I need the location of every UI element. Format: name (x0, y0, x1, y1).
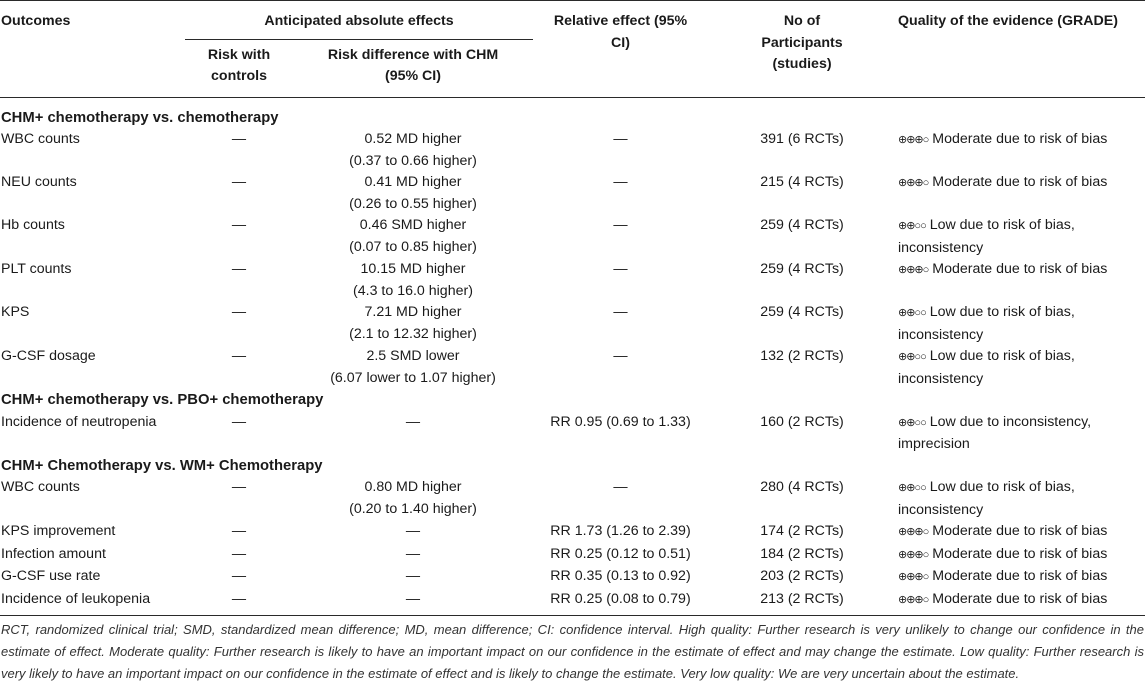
grade-certainty-icon: ⊕⊕⊕○ (898, 134, 929, 146)
table-row (0, 589, 1145, 616)
risk-difference-estimate: 7.21 MD higher (364, 304, 462, 320)
relative-effect-cell: — (613, 261, 628, 277)
relative-effect-cell: — (613, 131, 628, 147)
outcome-cell: PLT counts (1, 261, 72, 277)
participants-cell: 215 (4 RCTs) (760, 174, 844, 190)
quality-cell (896, 129, 1145, 172)
participants-cell: 160 (2 RCTs) (760, 413, 844, 430)
quality-rating-continued: inconsistency (898, 239, 984, 256)
grade-certainty-icon: ⊕⊕⊕○ (898, 593, 929, 606)
risk-controls-cell: — (231, 304, 247, 320)
quality-rating-continued: inconsistency (898, 501, 984, 518)
relative-effect-cell: RR 0.95 (0.69 to 1.33) (550, 413, 691, 430)
table-row (0, 302, 1145, 346)
table-row (0, 215, 1145, 259)
risk-difference-cell (293, 589, 533, 616)
grade-certainty-icon: ⊕⊕○○ (898, 220, 926, 232)
risk-difference-estimate: 0.46 SMD higher (359, 217, 467, 233)
quality-rating-continued: inconsistency (898, 326, 984, 343)
relative-effect-cell: RR 0.25 (0.08 to 0.79) (550, 590, 691, 607)
header-risk-difference: Risk difference with CHM (95% CI) (327, 46, 499, 84)
quality-cell (896, 346, 1145, 390)
quality-line (898, 172, 1145, 195)
risk-controls-cell: — (231, 413, 247, 430)
quality-line (898, 259, 1145, 282)
risk-difference-estimate: 0.52 MD higher (364, 131, 462, 147)
table-row (0, 259, 1145, 302)
quality-line (898, 566, 1145, 589)
risk-difference-cell (293, 477, 533, 521)
quality-line (898, 302, 1145, 325)
section-title: CHM+ chemotherapy vs. PBO+ chemotherapy (1, 392, 324, 408)
quality-cell (896, 215, 1145, 259)
quality-line (898, 521, 1145, 544)
section-header-row (0, 390, 1145, 412)
relative-effect-cell: RR 0.25 (0.12 to 0.51) (550, 545, 691, 562)
outcome-cell: WBC counts (1, 131, 80, 147)
risk-difference-ci: (0.37 to 0.66 higher) (349, 152, 477, 169)
risk-controls-cell: — (231, 348, 247, 364)
table-body (0, 97, 1145, 616)
relative-effect-cell: — (613, 304, 628, 320)
quality-cell (896, 302, 1145, 346)
risk-difference-ci: (4.3 to 16.0 higher) (353, 282, 473, 299)
risk-controls-cell: — (231, 590, 247, 607)
header-outcomes: Outcomes (1, 13, 71, 29)
participants-cell: 280 (4 RCTs) (760, 479, 844, 495)
table-row (0, 129, 1145, 172)
section-title: CHM+ Chemotherapy vs. WM+ Chemotherapy (1, 457, 323, 474)
quality-cell (896, 259, 1145, 302)
quality-cell (896, 412, 1145, 456)
outcome-cell: Incidence of neutropenia (1, 413, 157, 430)
grade-certainty-icon: ⊕⊕⊕○ (898, 548, 929, 561)
outcome-cell: Infection amount (1, 545, 106, 562)
risk-controls-cell: — (231, 523, 247, 539)
participants-cell: 184 (2 RCTs) (760, 545, 844, 562)
risk-controls-cell: — (231, 217, 247, 233)
risk-controls-cell: — (231, 545, 247, 562)
quality-rating: Moderate due to risk of bias (932, 590, 1108, 607)
quality-line (898, 346, 1145, 369)
risk-difference-estimate: — (405, 568, 421, 584)
grade-certainty-icon: ⊕⊕⊕○ (898, 177, 929, 189)
risk-controls-cell: — (231, 568, 247, 584)
relative-effect-cell: RR 0.35 (0.13 to 0.92) (550, 568, 691, 584)
grade-certainty-icon: ⊕⊕○○ (898, 307, 926, 319)
quality-line (898, 215, 1145, 238)
quality-line (898, 589, 1145, 612)
relative-effect-cell: RR 1.73 (1.26 to 2.39) (550, 523, 691, 539)
quality-rating: Moderate due to risk of bias (932, 261, 1108, 277)
section-header-row (0, 456, 1145, 478)
grade-certainty-icon: ⊕⊕○○ (898, 351, 926, 363)
quality-line (898, 129, 1145, 152)
risk-controls-cell: — (231, 131, 247, 147)
risk-difference-ci: (6.07 lower to 1.07 higher) (330, 369, 496, 386)
quality-cell (896, 589, 1145, 616)
quality-rating: Moderate due to risk of bias (932, 545, 1108, 562)
quality-line (898, 477, 1145, 500)
quality-rating: Moderate due to risk of bias (932, 523, 1108, 539)
quality-cell (896, 477, 1145, 521)
quality-rating: Moderate due to risk of bias (932, 174, 1108, 190)
risk-difference-cell (293, 172, 533, 215)
outcome-cell: NEU counts (1, 174, 77, 190)
risk-difference-ci: (0.07 to 0.85 higher) (349, 238, 477, 255)
header-quality: Quality of the evidence (GRADE) (898, 13, 1118, 29)
quality-rating: Low due to risk of bias, (929, 348, 1075, 364)
outcome-cell: KPS improvement (1, 523, 116, 539)
risk-difference-estimate: — (405, 590, 421, 607)
quality-cell (896, 172, 1145, 215)
header-row (0, 1, 1145, 40)
quality-rating: Moderate due to risk of bias (932, 131, 1108, 147)
risk-controls-cell: — (231, 174, 247, 190)
grade-certainty-icon: ⊕⊕○○ (898, 416, 926, 429)
outcome-cell: G-CSF dosage (1, 348, 96, 364)
risk-difference-ci: (0.20 to 1.40 higher) (349, 500, 477, 517)
risk-difference-estimate: 2.5 SMD lower (366, 348, 460, 364)
participants-cell: 174 (2 RCTs) (760, 523, 844, 539)
participants-cell: 259 (4 RCTs) (760, 261, 844, 277)
outcome-cell: G-CSF use rate (1, 568, 101, 584)
participants-cell: 391 (6 RCTs) (760, 131, 844, 147)
risk-difference-ci: (0.26 to 0.55 higher) (349, 195, 477, 212)
risk-difference-cell (293, 412, 533, 456)
risk-difference-estimate: 0.80 MD higher (364, 479, 462, 495)
quality-line (898, 544, 1145, 567)
grade-certainty-icon: ⊕⊕⊕○ (898, 526, 929, 538)
risk-difference-cell (293, 302, 533, 346)
table-row (0, 412, 1145, 456)
quality-rating: Moderate due to risk of bias (932, 568, 1108, 584)
risk-difference-cell (293, 566, 533, 589)
risk-difference-estimate: — (405, 523, 421, 539)
risk-difference-estimate: 10.15 MD higher (360, 261, 466, 277)
header-participants: No of Participants (studies) (761, 13, 843, 72)
participants-cell: 259 (4 RCTs) (760, 304, 844, 320)
risk-difference-cell (293, 259, 533, 302)
quality-cell (896, 521, 1145, 544)
quality-rating: Low due to risk of bias, (929, 217, 1075, 233)
participants-cell: 259 (4 RCTs) (760, 217, 844, 233)
outcome-cell: Hb counts (1, 217, 65, 233)
grade-certainty-icon: ⊕⊕⊕○ (898, 264, 929, 276)
header-anticipated: Anticipated absolute effects (185, 1, 533, 40)
quality-rating-continued: imprecision (898, 436, 970, 452)
risk-difference-cell (293, 215, 533, 259)
quality-rating: Low due to risk of bias, (929, 479, 1075, 495)
participants-cell: 203 (2 RCTs) (760, 568, 844, 584)
relative-effect-cell: — (613, 217, 628, 233)
risk-difference-ci: (2.1 to 12.32 higher) (349, 325, 477, 342)
quality-line (898, 412, 1145, 435)
quality-cell (896, 566, 1145, 589)
section-header-row (0, 97, 1145, 129)
participants-cell: 132 (2 RCTs) (760, 348, 844, 364)
relative-effect-cell: — (613, 479, 628, 495)
risk-difference-estimate: — (405, 413, 421, 430)
header-relative: Relative effect (95% CI) (553, 13, 688, 51)
outcome-cell: KPS (1, 304, 30, 320)
risk-difference-cell (293, 129, 533, 172)
quality-rating: Low due to risk of bias, (929, 304, 1075, 320)
risk-controls-cell: — (231, 261, 247, 277)
risk-difference-estimate: 0.41 MD higher (364, 174, 462, 190)
participants-cell: 213 (2 RCTs) (760, 590, 844, 607)
risk-controls-cell: — (231, 479, 247, 495)
grade-certainty-icon: ⊕⊕⊕○ (898, 571, 929, 583)
grade-certainty-icon: ⊕⊕○○ (898, 482, 926, 494)
quality-cell (896, 544, 1145, 567)
relative-effect-cell: — (613, 348, 628, 364)
table-row (0, 346, 1145, 390)
quality-rating-continued: inconsistency (898, 370, 984, 387)
header-risk-controls: Risk with controls (207, 46, 271, 84)
risk-difference-estimate: — (405, 545, 421, 562)
relative-effect-cell: — (613, 174, 628, 190)
footnote: RCT, randomized clinical trial; SMD, standardized mean difference; MD, mean difference; CI: confidence interval. High quality: Further research is very unlikely to change our confidence in the estimate of effect. Moderate quality: Further research is likely to have an important impact on our confidence in the estimate of effect and may change the estimate. Low quality: Further research is very likely to have an important impact on our confidence in the estimate of effect and is likely to change the estimate. Very low quality: We are very uncertain about the estimate. (1, 622, 1144, 681)
quality-rating: Low due to inconsistency, (929, 413, 1092, 430)
table-row (0, 544, 1145, 567)
table-row (0, 172, 1145, 215)
risk-difference-cell (293, 346, 533, 390)
table-row (0, 521, 1145, 544)
table-row (0, 477, 1145, 521)
section-title: CHM+ chemotherapy vs. chemotherapy (1, 109, 279, 126)
outcome-cell: WBC counts (1, 479, 80, 495)
outcome-cell: Incidence of leukopenia (1, 590, 151, 607)
risk-difference-cell (293, 544, 533, 567)
table-row (0, 566, 1145, 589)
risk-difference-cell (293, 521, 533, 544)
